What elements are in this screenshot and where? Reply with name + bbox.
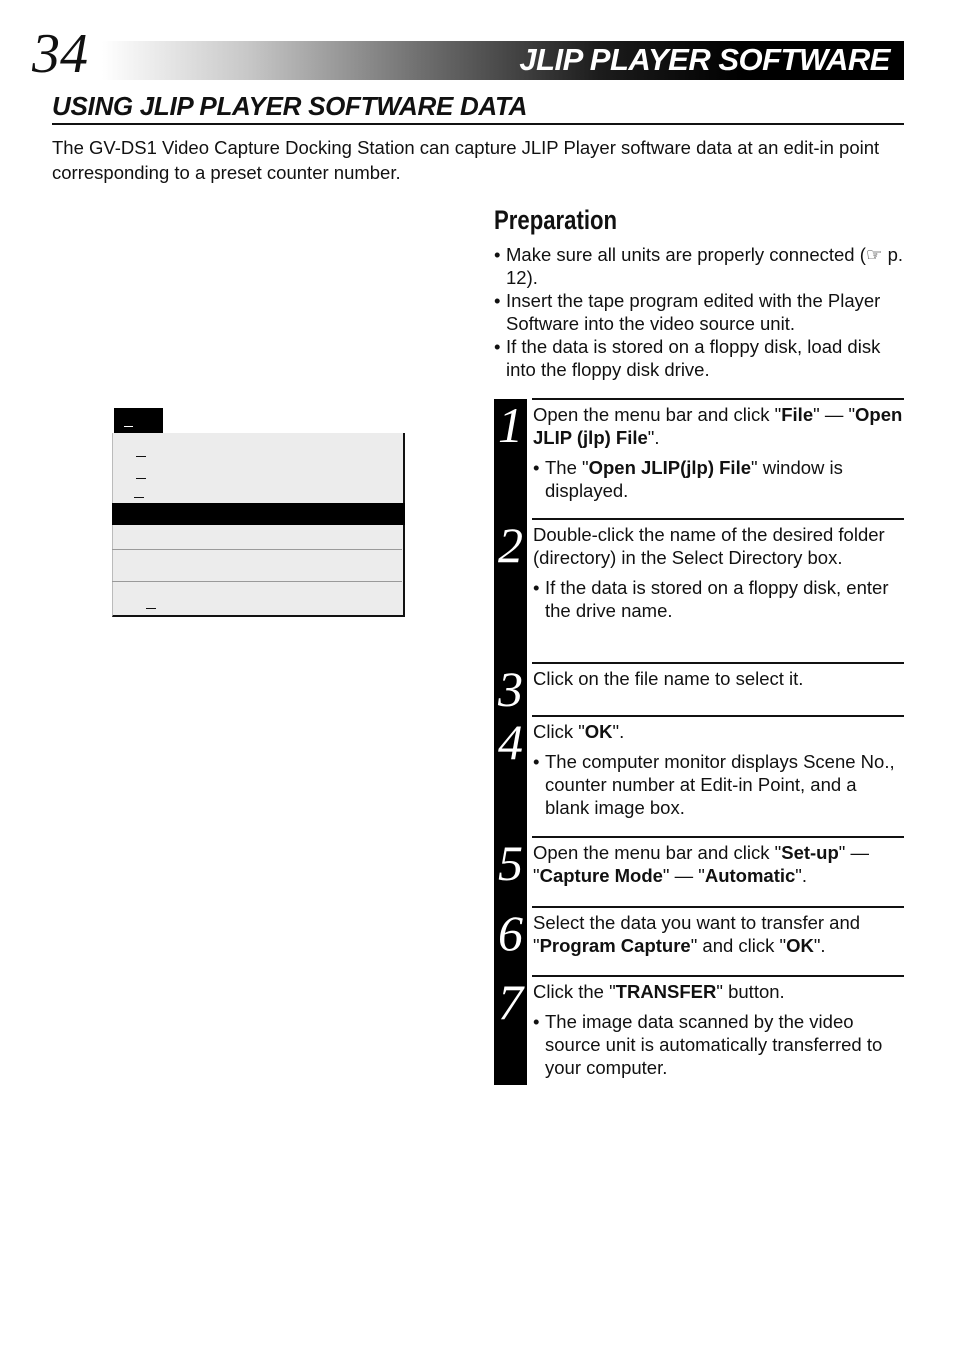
menu-dropdown-panel: [112, 433, 405, 617]
menu-item-underline: [136, 478, 146, 479]
menu-separator: [112, 581, 402, 582]
section-title: USING JLIP PLAYER SOFTWARE DATA: [52, 91, 528, 121]
menu-item-underline: [146, 608, 156, 609]
step-rule: [532, 975, 904, 977]
preparation-item: • If the data is stored on a floppy disk, load disk into the floppy disk drive.: [494, 335, 904, 381]
step-number: 6: [498, 905, 523, 961]
preparation-item: • Insert the tape program edited with the Player Software into the video source unit.: [494, 289, 904, 335]
step-text: Double-click the name of the desired folder (directory) in the Select Directory box.: [533, 524, 885, 568]
preparation-item: • Make sure all units are properly connected (☞ p. 12).: [494, 243, 904, 289]
step-note: • The "Open JLIP(jlp) File" window is displayed.: [533, 456, 903, 502]
chapter-title: JLIP PLAYER SOFTWARE: [519, 42, 890, 77]
step-number: 5: [498, 835, 523, 891]
step-text: Select the data you want to transfer and "Program Capture" and click "OK".: [533, 912, 861, 956]
step-rule: [532, 662, 904, 664]
step-text: Click on the file name to select it.: [533, 668, 804, 689]
step-text: Open the menu bar and click "Set-up" — "Capture Mode" — "Automatic".: [533, 842, 870, 886]
menu-item-underline: [134, 497, 144, 498]
step-note: • The computer monitor displays Scene No., counter number at Edit-in Point, and a blank image box.: [533, 750, 903, 819]
page-number: 34: [32, 23, 88, 85]
preparation-list: [494, 243, 904, 381]
preparation-title: Preparation: [494, 205, 618, 235]
step-number: 1: [498, 397, 523, 453]
step-note: • The image data scanned by the video source unit is automatically transferred to your computer.: [533, 1010, 903, 1079]
step-number: 2: [498, 517, 523, 573]
step-number: 3: [498, 661, 523, 717]
step-rule: [532, 906, 904, 908]
step-note: • If the data is stored on a floppy disk, enter the drive name.: [533, 576, 903, 622]
step-rule: [532, 398, 904, 400]
section-rule: [52, 123, 904, 125]
step-text: Click "OK".: [533, 721, 625, 742]
step-rule: [532, 836, 904, 838]
step-number: 7: [498, 974, 523, 1030]
menu-separator: [112, 549, 402, 550]
menu-item-highlighted: [112, 503, 405, 525]
step-text: Click the "TRANSFER" button.: [533, 981, 785, 1002]
menu-item-underline: [136, 456, 146, 457]
step-text: Open the menu bar and click "File" — "Open JLIP (jlp) File".: [533, 404, 903, 448]
step-rule: [532, 715, 904, 717]
intro-paragraph: The GV-DS1 Video Capture Docking Station can capture JLIP Player software data at an edit-in point corresponding to a preset counter number.: [52, 137, 880, 183]
step-rule: [532, 518, 904, 520]
menu-tab: [114, 408, 163, 434]
step-number: 4: [498, 714, 523, 770]
